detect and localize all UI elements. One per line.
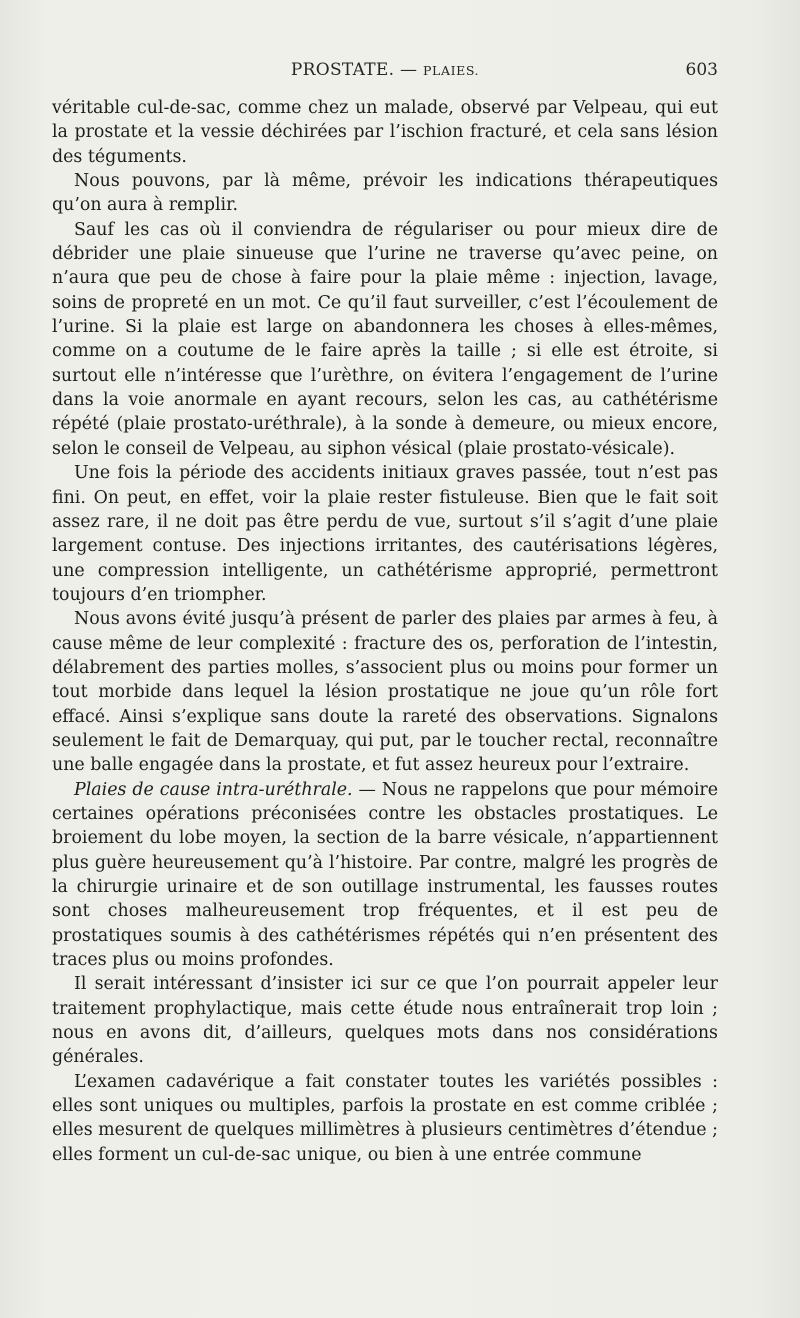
paragraph-body: — Nous ne rappelons que pour mémoire certaines opérations préconisées contre les obstacles prostatiques. Le broiement du lobe moyen, la section de la barre vésicale, n’appartiennent plus guère heureusement qu’à l’histoire. Par contre, malgré les progrès de la chirurgie urinaire et de son outillage instrumental, les fausses routes sont choses malheureusement trop fréquentes, et il est peu de prostatiques soumis à des cathétérismes répétés qui n’en présentent des traces plus ou moins profondes. bbox=[52, 779, 719, 971]
paragraph-continued: véritable cul-de-sac, comme chez un malade, observé par Velpeau, qui eut la prostate et la vessie déchirées par l’ischion fracturé, et cela sans lésion des téguments. bbox=[52, 98, 718, 167]
body-text bbox=[52, 96, 718, 1167]
paragraph-with-italic-heading bbox=[52, 778, 718, 973]
paragraph: Une fois la période des accidents initiaux graves passée, tout n’est pas fini. On peut, en effet, voir la plaie rester fistuleuse. Bien que le fait soit assez rare, il ne doit pas être perdu de vue, surtout s’il s’agit d’une plaie largement contuse. Des injections irritantes, des cautérisations légères, une compression intelligente, un cathétérisme approprié, permettront toujours d’en triompher. bbox=[52, 463, 718, 605]
running-header bbox=[52, 60, 718, 88]
paragraph: Il serait intéressant d’insister ici sur ce que l’on pourrait appeler leur traitement prophylactique, mais cette étude nous entraînerait trop loin ; nous en avons dit, d’ailleurs, quelques mots dans nos considérations générales. bbox=[52, 974, 718, 1068]
running-title-main: PROSTATE. — bbox=[290, 60, 418, 80]
paragraph: Nous pouvons, par là même, prévoir les indications thérapeutiques qu’on aura à remplir. bbox=[52, 171, 718, 216]
running-title bbox=[52, 60, 718, 80]
paragraph: L’examen cadavérique a fait constater toutes les variétés possibles : elles sont uniques ou multiples, parfois la prostate en est comme criblée ; elles mesurent de quelques millimètres à plusieurs centimètres d’étendue ; elles forment un cul-de-sac unique, ou bien à une entrée commune bbox=[52, 1071, 718, 1165]
paragraph: Sauf les cas où il conviendra de régulariser ou pour mieux dire de débrider une plaie sinueuse que l’urine ne traverse qu’avec peine, on n’aura que peu de chose à faire pour la plaie même : injection, lavage, soins de propreté en un mot. Ce qu’il faut surveiller, c’est l’écoulement de l’urine. Si la plaie est large on abandonnera les choses à elles-mêmes, comme on a coutume de le faire après la taille ; si elle est étroite, si surtout elle n’intéresse que l’urèthre, on évitera l’engagement de l’urine dans la voie anormale en ayant recours, selon les cas, au cathétérisme répété (plaie prostato-uréthrale), à la sonde à demeure, ou mieux encore, selon le conseil de Velpeau, au siphon vésical (plaie prostato-vésicale). bbox=[52, 219, 718, 459]
running-title-sub: PLAIES. bbox=[423, 63, 480, 78]
paragraph: Nous avons évité jusqu’à présent de parler des plaies par armes à feu, à cause même de leur complexité : fracture des os, perforation de l’intestin, délabrement des parties molles, s’associent plus ou moins pour former un tout morbide dans lequel la lésion prostatique ne joue qu’un rôle fort effacé. Ainsi s’explique sans doute la rareté des observations. Signalons seulement le fait de Demarquay, qui put, par le toucher rectal, reconnaître une balle engagée dans la prostate, et fut assez heureux pour l’extraire. bbox=[52, 609, 718, 776]
page-number: 603 bbox=[685, 60, 718, 80]
section-run-in-heading: Plaies de cause intra-uréthrale. bbox=[74, 779, 353, 800]
